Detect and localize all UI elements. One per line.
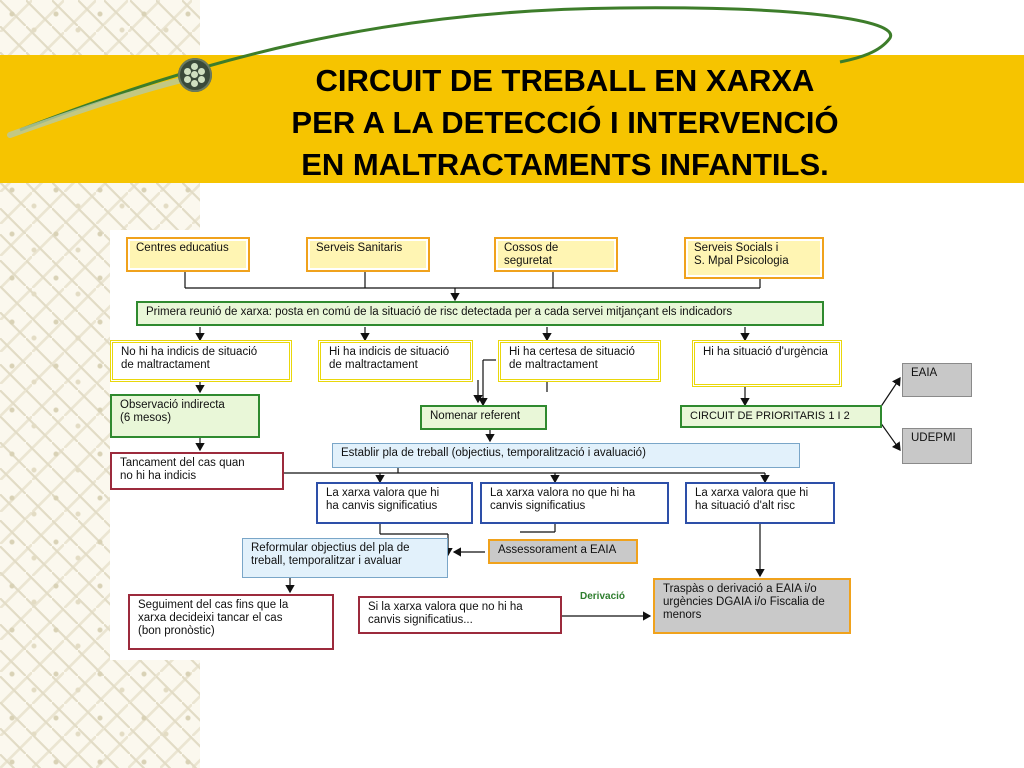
source-cossos-seguretat: Cossos de seguretat (494, 237, 618, 272)
close-case-box: Tancament del cas quan no hi ha indicis (110, 452, 284, 490)
udepmi-box: UDEPMI (902, 428, 972, 464)
follow-up-box: Seguiment del cas fins que la xarxa decideixi tancar el cas (bon pronòstic) (128, 594, 334, 650)
derivation-label: Derivació (580, 591, 626, 602)
urgency-box: Hi ha situació d'urgència (692, 340, 842, 387)
eaia-box: EAIA (902, 363, 972, 397)
flow-diagram (110, 230, 980, 660)
significant-changes-box: La xarxa valora que hi ha canvis significatius (316, 482, 473, 524)
priority-circuit-box: CIRCUIT DE PRIORITARIS 1 I 2 (680, 405, 882, 428)
work-plan-box: Establir pla de treball (objectius, temporalització i avaluació) (332, 443, 800, 468)
signs-box: Hi ha indicis de situació de maltractament (318, 340, 473, 382)
title-line-2: PER A LA DETECCIÓ I INTERVENCIÓ (291, 105, 839, 140)
high-risk-box: La xarxa valora que hi ha situació d'alt risc (685, 482, 835, 524)
page-title (200, 60, 930, 186)
source-serveis-sanitaris: Serveis Sanitaris (306, 237, 430, 272)
transfer-box: Traspàs o derivació a EAIA i/o urgències DGAIA i/o Fiscalia de menors (653, 578, 851, 634)
reformulate-box: Reformular objectius del pla de treball, temporalitzar i avaluar (242, 538, 448, 578)
eaia-advice-box: Assessorament a EAIA (488, 539, 638, 564)
first-network-meeting: Primera reunió de xarxa: posta en comú de la situació de risc detectada per a cada servei mitjançant els indicadors (136, 301, 824, 326)
name-referent-box: Nomenar referent (420, 405, 547, 430)
certainty-box: Hi ha certesa de situació de maltractament (498, 340, 661, 382)
source-serveis-socials: Serveis Socials i S. Mpal Psicologia (684, 237, 824, 279)
title-line-3: EN MALTRACTAMENTS INFANTILS. (301, 147, 829, 182)
no-signs-box: No hi ha indicis de situació de maltractament (110, 340, 292, 382)
no-significant-changes-box: La xarxa valora no que hi ha canvis significatius (480, 482, 669, 524)
indirect-observation-box: Observació indirecta (6 mesos) (110, 394, 260, 438)
no-changes-followup-box: Si la xarxa valora que no hi ha canvis significatius... (358, 596, 562, 634)
source-centres-educatius: Centres educatius (126, 237, 250, 272)
title-line-1: CIRCUIT DE TREBALL EN XARXA (315, 63, 815, 98)
